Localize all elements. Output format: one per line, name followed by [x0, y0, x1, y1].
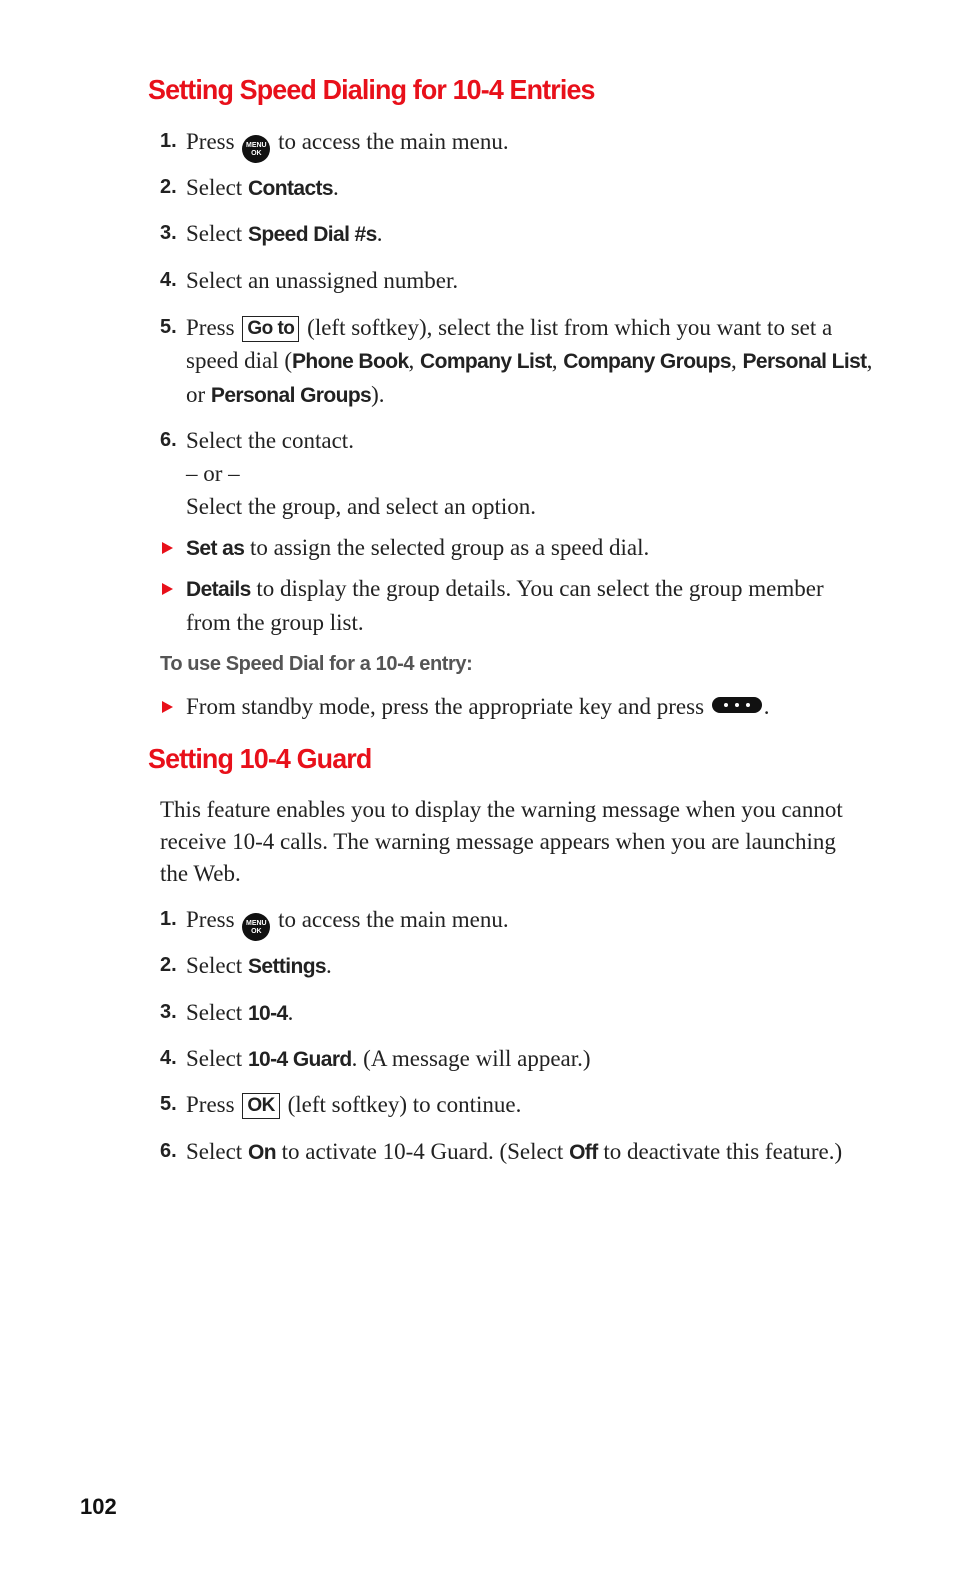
softkey-ok: OK [242, 1093, 280, 1119]
page-number: 102 [80, 1494, 117, 1519]
step-number: 4. [160, 269, 177, 291]
step-4 [160, 264, 880, 297]
step-text: Press [186, 1092, 235, 1117]
menu-item-speed-dial: Speed Dial #s [247, 223, 377, 246]
step-number: 1. [160, 130, 177, 152]
step-number: 4. [160, 1047, 177, 1069]
triangle-bullet-icon [162, 701, 173, 713]
guard-step-6 [160, 1135, 880, 1169]
section-title-10-4-guard: Setting 10-4 Guard [148, 743, 372, 774]
triangle-bullet-icon [162, 583, 173, 595]
step-number: 3. [160, 222, 177, 244]
guard-step-4 [160, 1042, 880, 1076]
option-company-list: Company List [420, 350, 552, 373]
option-details: Details [186, 578, 251, 601]
or-divider: – or – [186, 461, 240, 486]
step-2 [160, 171, 880, 205]
menu-ok-key-icon: MENU OK [242, 913, 270, 941]
bullet-standby [160, 690, 880, 723]
step-number: 2. [160, 176, 177, 198]
punctuation: . [287, 1000, 294, 1025]
punctuation: . [376, 221, 383, 246]
step-number: 5. [160, 316, 177, 338]
step-6 [160, 424, 880, 523]
subheading-speed-dial-usage: To use Speed Dial for a 10-4 entry: [160, 653, 473, 675]
separator: , [551, 348, 564, 373]
section-title-speed-dial: Setting Speed Dialing for 10-4 Entries [148, 74, 595, 105]
step-text: Select [186, 1046, 243, 1071]
step-5 [160, 311, 880, 412]
bullet-text: From standby mode, press the appropriate key and press [186, 694, 705, 719]
option-off: Off [569, 1141, 598, 1164]
separator: , [408, 348, 421, 373]
step-text: (left softkey), select the list from which you want to set a speed dial ( [186, 315, 833, 373]
intro-paragraph: This feature enables you to display the warning message when you cannot receive 10-4 calls. The warning message appears when you are launching the Web. [160, 797, 843, 886]
step-3 [160, 217, 880, 251]
option-personal-list: Personal List [742, 350, 867, 373]
step-text: . (A message will appear.) [351, 1046, 591, 1071]
punctuation: . [326, 953, 332, 978]
bullet-set-as [160, 531, 860, 565]
step-text: Press [186, 315, 235, 340]
menu-ok-key-icon: MENU OK [242, 135, 270, 163]
separator: , or [186, 348, 873, 407]
menu-item-10-4-guard: 10-4 Guard [247, 1048, 352, 1071]
step-number: 3. [160, 1001, 177, 1023]
step-text: Select [186, 221, 243, 246]
step-text: to activate 10-4 Guard. (Select [281, 1139, 564, 1164]
option-company-groups: Company Groups [563, 350, 731, 373]
step-text: Select [186, 1000, 243, 1025]
step-number: 5. [160, 1093, 177, 1115]
punctuation: ). [371, 382, 385, 407]
step-number: 6. [160, 429, 177, 451]
step-text: Select [186, 175, 243, 200]
punctuation: . [763, 694, 770, 719]
step-text: Select [186, 1139, 243, 1164]
step-text: Select the contact. [186, 428, 354, 453]
triangle-bullet-icon [162, 542, 173, 554]
option-on: On [247, 1141, 276, 1164]
bullet-details [160, 572, 860, 639]
step-number: 1. [160, 908, 177, 930]
talk-key-icon [712, 697, 762, 713]
option-set-as: Set as [186, 537, 245, 560]
punctuation: . [333, 175, 339, 200]
step-number: 2. [160, 954, 177, 976]
guard-step-2 [160, 949, 880, 983]
step-text: Select the group, and select an option. [186, 494, 537, 519]
step-text: to access the main menu. [278, 907, 509, 932]
guard-step-1 [160, 903, 880, 941]
step-text: Press [186, 129, 235, 154]
option-personal-groups: Personal Groups [210, 384, 372, 407]
step-text: Select an unassigned number. [186, 268, 459, 293]
option-phone-book: Phone Book [292, 350, 409, 373]
step-text: (left softkey) to continue. [287, 1092, 522, 1117]
separator: , [730, 348, 743, 373]
step-text: to deactivate this feature.) [603, 1139, 843, 1164]
menu-item-contacts: Contacts [247, 177, 333, 200]
step-1 [160, 125, 880, 163]
step-number: 6. [160, 1140, 177, 1162]
bullet-text: to assign the selected group as a speed dial. [250, 535, 650, 560]
step-text: Press [186, 907, 235, 932]
menu-item-10-4: 10-4 [247, 1002, 288, 1025]
guard-step-5 [160, 1088, 880, 1121]
step-text: to access the main menu. [278, 129, 509, 154]
menu-item-settings: Settings [247, 955, 326, 978]
step-text: Select [186, 953, 243, 978]
bullet-text: to display the group details. You can select the group member from the group list. [186, 576, 824, 635]
guard-step-3 [160, 996, 880, 1030]
softkey-go-to: Go to [242, 316, 299, 342]
